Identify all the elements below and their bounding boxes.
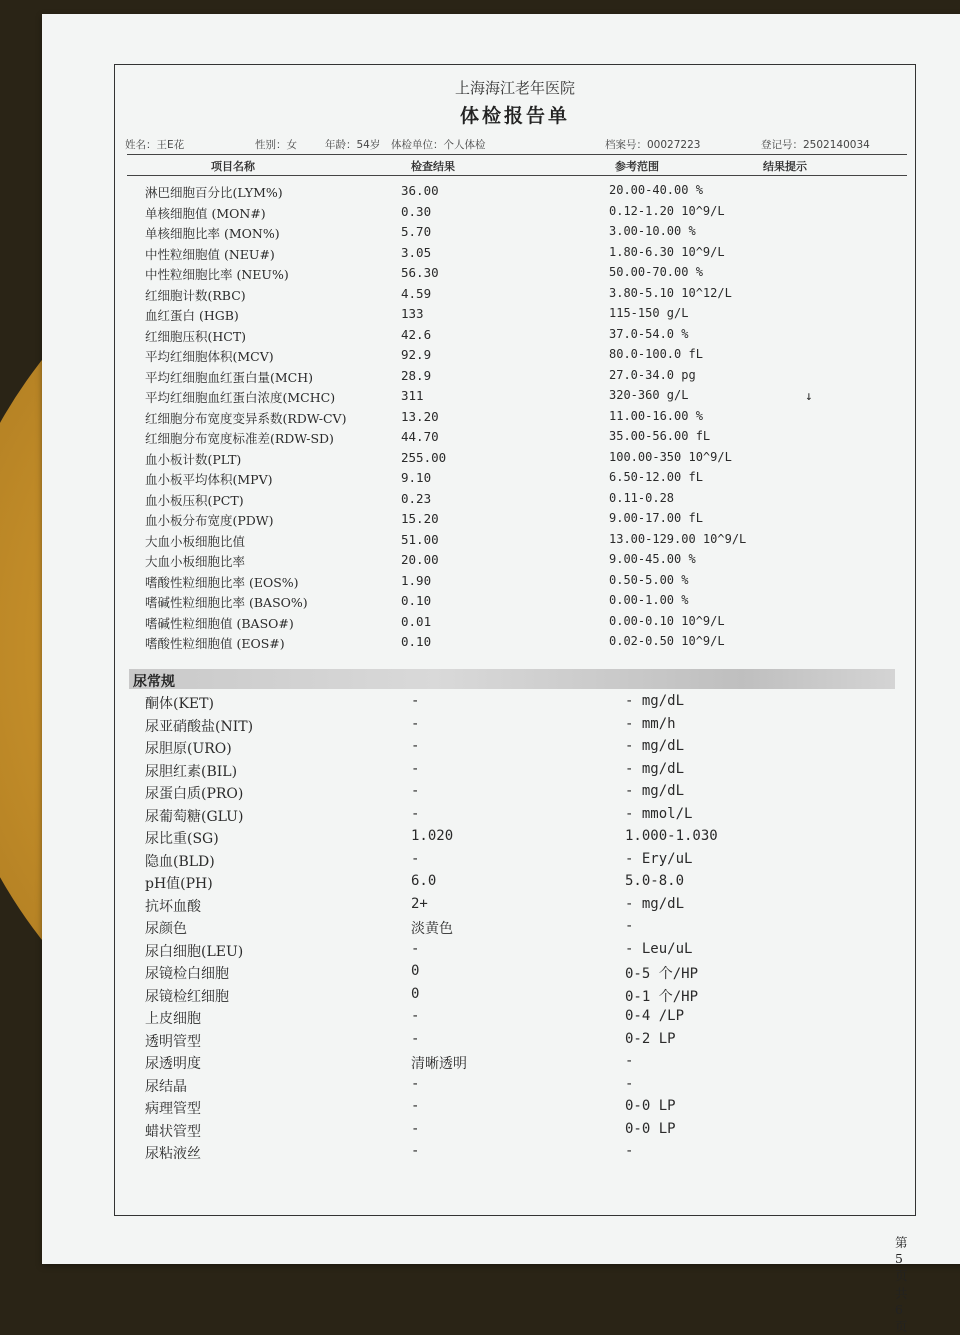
item-result: 36.00 (401, 183, 439, 198)
item-reference: 0-2 LP (625, 1030, 676, 1047)
item-name: 尿蛋白质(PRO) (145, 786, 244, 802)
item-reference: - mm/h (625, 715, 676, 732)
column-item: 项目名称 (211, 160, 255, 173)
item-name: 血红蛋白 (HGB) (145, 308, 239, 323)
item-name: 红细胞分布宽度标准差(RDW-SD) (145, 431, 334, 446)
item-name: 红细胞计数(RBC) (145, 287, 246, 303)
column-result: 检查结果 (411, 160, 455, 173)
item-name: 嗜酸性粒细胞比率 (EOS%) (145, 574, 299, 590)
item-name: 透明管型 (145, 1033, 201, 1050)
item-result: 0.30 (401, 203, 432, 219)
item-result: - (411, 1075, 420, 1092)
patient-age: 年龄：54岁 (325, 139, 381, 151)
item-reference: 3.00-10.00 % (609, 224, 696, 238)
patient-gender: 性别：女 (255, 139, 297, 151)
item-result: - (411, 1030, 420, 1047)
item-name: 酮体(KET) (145, 696, 214, 712)
item-name: 尿亚硝酸盐(NIT) (145, 718, 254, 735)
urine-section-title: 尿常规 (133, 674, 175, 690)
item-reference: 0.50-5.00 % (609, 572, 689, 587)
item-result: - (411, 738, 420, 754)
item-name: 嗜碱性粒细胞值 (BASO#) (145, 615, 294, 631)
item-reference: 0.02-0.50 10^9/L (609, 634, 725, 648)
item-name: 尿胆原(URO) (145, 741, 232, 757)
item-name: 中性粒细胞值 (NEU#) (145, 246, 275, 262)
item-name: 尿颜色 (145, 921, 187, 937)
item-result: 56.30 (401, 265, 439, 280)
item-name: 平均红细胞血红蛋白浓度(MCHC) (145, 390, 336, 405)
item-reference: - mg/dL (625, 760, 685, 777)
item-reference: 0-0 LP (625, 1120, 676, 1137)
item-result: 1.90 (401, 572, 432, 588)
item-reference: - (625, 1143, 634, 1159)
item-reference: 0-4 /LP (625, 1008, 685, 1024)
item-name: 隐血(BLD) (145, 853, 215, 870)
item-reference: 20.00-40.00 % (609, 183, 703, 197)
item-result: 44.70 (401, 429, 439, 444)
item-reference: 6.50-12.00 fL (609, 470, 703, 484)
item-reference: - mmol/L (625, 805, 693, 822)
item-reference: 0.00-0.10 10^9/L (609, 613, 725, 628)
item-result: 1.020 (411, 828, 454, 844)
item-reference: 35.00-56.00 fL (609, 429, 711, 443)
item-name: 上皮细胞 (145, 1011, 201, 1027)
report-title: 体检报告单 (459, 105, 570, 127)
item-name: 嗜碱性粒细胞比率 (BASO%) (145, 595, 308, 610)
item-name: 单核细胞比率 (MON%) (145, 226, 280, 241)
item-result: - (411, 1008, 420, 1024)
item-reference: 5.0-8.0 (625, 873, 685, 889)
item-reference: 1.80-6.30 10^9/L (609, 244, 725, 259)
item-result: - (411, 783, 420, 799)
item-reference: 37.0-54.0 % (609, 326, 689, 341)
item-result: 28.9 (401, 367, 432, 383)
item-name: 中性粒细胞比率 (NEU%) (145, 267, 289, 282)
item-name: 病理管型 (145, 1101, 201, 1117)
item-result: 0.01 (401, 613, 432, 629)
item-name: 血小板计数(PLT) (145, 451, 242, 467)
item-reference: - (625, 1075, 634, 1092)
item-result: 淡黄色 (411, 921, 453, 937)
item-result: 42.6 (401, 326, 432, 342)
item-result: 311 (401, 388, 424, 403)
item-result: 9.10 (401, 470, 432, 485)
item-reference: 100.00-350 10^9/L (609, 449, 732, 464)
item-result: 清晰透明 (411, 1056, 467, 1072)
item-name: 平均红细胞血红蛋白量(MCH) (145, 369, 314, 385)
item-result: 0.23 (401, 490, 432, 506)
item-name: 平均红细胞体积(MCV) (145, 349, 274, 364)
item-name: 尿镜检红细胞 (145, 988, 229, 1005)
item-name: 尿镜检白细胞 (145, 966, 229, 982)
item-name: 尿比重(SG) (145, 831, 219, 847)
report-sheet (42, 14, 960, 1334)
item-name: pH值(PH) (145, 876, 213, 892)
urine-section-bar (129, 669, 895, 689)
item-reference: - Leu/uL (625, 940, 693, 957)
item-name: 蜡状管型 (145, 1123, 201, 1140)
column-hint: 结果提示 (763, 160, 807, 173)
item-name: 嗜酸性粒细胞值 (EOS#) (145, 636, 285, 651)
item-reference: 9.00-45.00 % (609, 552, 696, 566)
item-reference: - (625, 1053, 634, 1069)
item-reference: 9.00-17.00 fL (609, 511, 703, 525)
item-name: 血小板压积(PCT) (145, 492, 244, 508)
page-number: 第5页共6页 (895, 1235, 908, 1334)
item-name: 大血小板细胞比值 (145, 533, 246, 549)
item-result: 92.9 (401, 347, 432, 362)
patient-name: 姓名：王E花 (125, 139, 185, 151)
item-reference: - mg/dL (625, 738, 685, 754)
item-reference: - mg/dL (625, 693, 685, 709)
item-reference: 115-150 g/L (609, 306, 689, 320)
column-reference: 参考范围 (615, 160, 659, 173)
item-name: 单核细胞值 (MON#) (145, 205, 266, 221)
exam-unit: 体检单位：个人体检 (391, 139, 486, 151)
item-reference: 320-360 g/L (609, 388, 689, 402)
item-name: 尿粘液丝 (145, 1146, 201, 1162)
header-rule-bottom (127, 175, 907, 176)
file-number: 档案号：00027223 (605, 139, 701, 151)
item-reference: 80.0-100.0 fL (609, 347, 703, 361)
item-name: 红细胞分布宽度变异系数(RDW-CV) (145, 410, 347, 426)
item-result: 15.20 (401, 511, 439, 526)
item-reference: 0.12-1.20 10^9/L (609, 203, 725, 218)
item-reference: 0-5 个/HP (625, 966, 699, 982)
item-result: - (411, 850, 420, 867)
item-reference: 0.11-0.28 (609, 490, 675, 505)
item-result: - (411, 1098, 420, 1114)
item-hint: ↓ (805, 388, 813, 403)
item-name: 尿结晶 (145, 1078, 187, 1095)
item-reference: - mg/dL (625, 895, 685, 912)
item-reference: 13.00-129.00 10^9/L (609, 531, 747, 546)
item-result: 2+ (411, 895, 428, 912)
item-reference: 50.00-70.00 % (609, 265, 703, 279)
item-name: 抗坏血酸 (145, 898, 201, 915)
item-result: 5.70 (401, 224, 432, 239)
item-reference: 0.00-1.00 % (609, 593, 689, 607)
item-reference: - mg/dL (625, 783, 685, 799)
item-result: 255.00 (401, 449, 447, 465)
item-reference: 1.000-1.030 (625, 828, 718, 844)
item-result: - (411, 940, 420, 957)
item-result: 3.05 (401, 244, 432, 260)
item-result: 0.10 (401, 634, 432, 649)
item-reference: 0-0 LP (625, 1098, 676, 1114)
item-result: - (411, 805, 420, 822)
item-result: - (411, 715, 420, 732)
item-result: 51.00 (401, 531, 439, 547)
item-result: 0 (411, 985, 420, 1002)
item-reference: - Ery/uL (625, 850, 693, 867)
item-result: - (411, 693, 420, 709)
hospital-name: 上海海江老年医院 (454, 79, 575, 97)
item-result: - (411, 760, 420, 777)
report-frame (114, 64, 916, 1334)
item-result: 4.59 (401, 285, 432, 301)
item-name: 尿葡萄糖(GLU) (145, 808, 244, 825)
item-result: 20.00 (401, 552, 439, 567)
registration-number: 登记号：2502140034 (761, 139, 870, 151)
item-name: 红细胞压积(HCT) (145, 328, 247, 344)
item-name: 大血小板细胞比率 (145, 554, 246, 569)
item-name: 尿透明度 (145, 1056, 201, 1072)
item-name: 尿胆红素(BIL) (145, 763, 238, 780)
item-name: 血小板平均体积(MPV) (145, 472, 273, 487)
item-name: 尿白细胞(LEU) (145, 943, 244, 960)
item-result: 6.0 (411, 873, 437, 889)
item-result: 13.20 (401, 408, 439, 424)
item-result: - (411, 1143, 420, 1159)
item-reference: 27.0-34.0 pg (609, 367, 696, 382)
item-name: 淋巴细胞百分比(LYM%) (145, 185, 283, 200)
item-reference: 11.00-16.00 % (609, 408, 703, 423)
item-reference: 3.80-5.10 10^12/L (609, 285, 732, 300)
item-name: 血小板分布宽度(PDW) (145, 513, 274, 528)
item-reference: 0-1 个/HP (625, 988, 699, 1005)
item-result: - (411, 1120, 420, 1137)
item-result: 0.10 (401, 593, 432, 608)
item-result: 0 (411, 963, 420, 979)
item-result: 133 (401, 306, 424, 321)
item-reference: - (625, 918, 634, 934)
header-rule-top (127, 154, 907, 155)
